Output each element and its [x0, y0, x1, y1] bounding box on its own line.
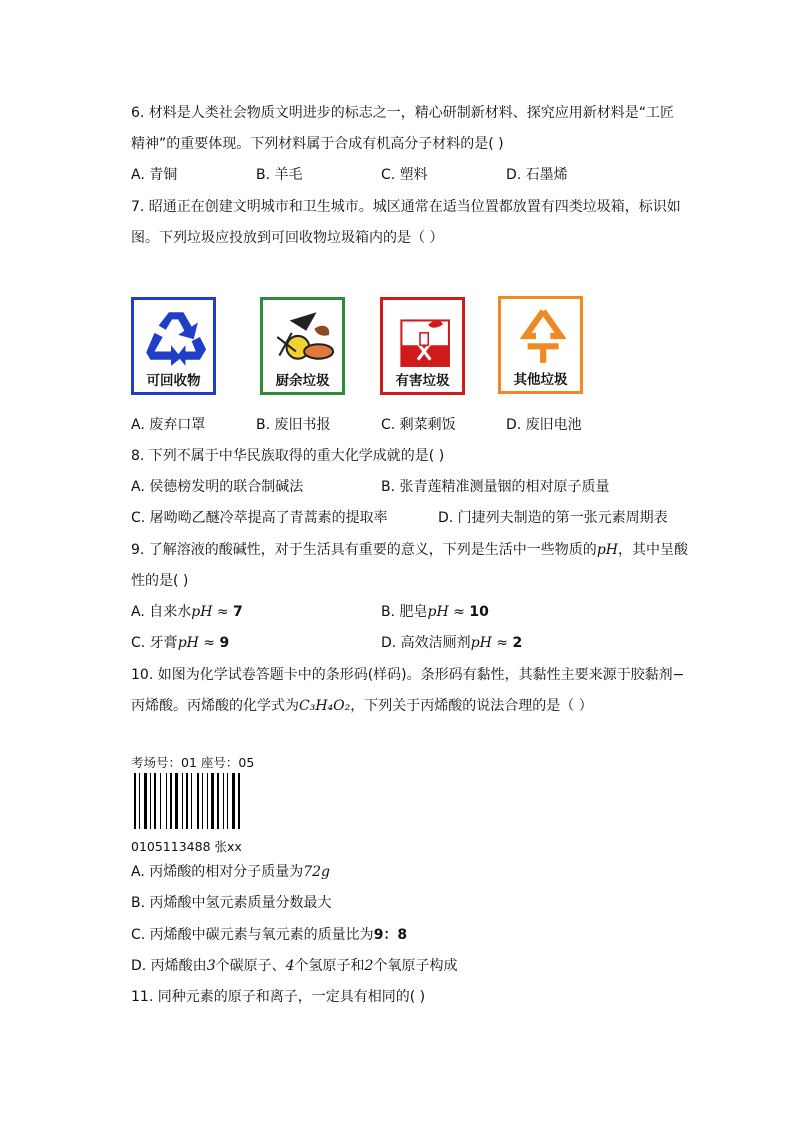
q9-stem-line1: [131, 541, 688, 559]
q10-option-c[interactable]: [131, 926, 407, 944]
barcode-bar: [175, 773, 178, 829]
q9-option-b[interactable]: [381, 603, 489, 621]
q8-option-d[interactable]: D. 门捷列夫制造的第一张元素周期表: [438, 510, 668, 526]
q7-option-b[interactable]: B. 废旧书报: [256, 417, 331, 433]
q9-stem-text: 9. 了解溶液的酸碱性，对于生活具有重要的意义，下列是生活中一些物质的: [131, 542, 597, 558]
q10-stem-line2: [131, 697, 593, 715]
q11-stem: 11. 同种元素的原子和离子，一定具有相同的( ): [131, 989, 426, 1005]
q10-d-mid1: 个碳原子、: [215, 958, 286, 974]
kitchen-bin-label: 厨余垃圾: [275, 373, 330, 389]
barcode-bar: [186, 773, 188, 829]
q10-a-value: 72g: [303, 864, 331, 880]
barcode-bar: [207, 773, 208, 829]
q10-stem-line1: 10. 如图为化学试卷答题卡中的条形码(样码)。条形码有黏性，其黏性主要来源于胶黏剂−: [131, 667, 685, 683]
q10-d-mid2: 个氢原子和: [294, 958, 365, 974]
q8-option-b[interactable]: B. 张青莲精准测量铟的相对原子质量: [381, 479, 610, 495]
recycle-icon: [140, 306, 212, 368]
q9-stem-ph: pH: [596, 542, 618, 558]
q10-option-b[interactable]: B. 丙烯酸中氢元素质量分数最大: [131, 895, 332, 911]
q7-stem-line2: 图。下列垃圾应投放到可回收物垃圾箱内的是（ ）: [131, 230, 444, 246]
q9-stem-text-end: ，其中呈酸: [617, 542, 688, 558]
q9-b-value: 10: [469, 604, 489, 620]
other-bin-sign: [498, 296, 583, 394]
q10-option-a[interactable]: [131, 863, 330, 881]
q10-formula: C₃H₄O₂: [299, 698, 351, 714]
q10-option-d[interactable]: [131, 957, 457, 975]
barcode-bar: [223, 773, 224, 829]
q9-d-text: D. 高效洁厕剂: [381, 635, 471, 651]
q9-d-ph: pH ≈: [470, 635, 513, 651]
barcode-image: [134, 773, 272, 829]
q10-stem-text-end: ，下列关于丙烯酸的说法合理的是（ ）: [350, 698, 593, 714]
barcode-bar: [211, 773, 214, 829]
hazard-icon: [389, 306, 461, 368]
barcode-bar: [166, 773, 167, 829]
barcode-bar: [197, 773, 199, 829]
barcode-bar: [139, 773, 140, 829]
barcode-bar: [160, 773, 161, 829]
q10-stem-text: 丙烯酸。丙烯酸的化学式为: [131, 698, 299, 714]
barcode-bar: [170, 773, 172, 829]
q9-c-text: C. 牙膏: [131, 635, 178, 651]
q10-d-end: 个氧原子构成: [373, 958, 458, 974]
q9-c-value: 9: [219, 635, 230, 651]
barcode-bar: [238, 773, 240, 829]
barcode-footer: 0105113488 张xx: [131, 839, 242, 854]
q8-option-c[interactable]: C. 屠呦呦乙醚冷萃提高了青蒿素的提取率: [131, 510, 388, 526]
q6-stem-line1: 6. 材料是人类社会物质文明进步的标志之一，精心研制新材料、探究应用新材料是“工匠: [131, 105, 675, 121]
barcode-header: 考场号：01 座号：05: [131, 755, 255, 770]
kitchen-bin-sign: [260, 297, 345, 395]
q7-option-c[interactable]: C. 剩菜剩饭: [381, 417, 456, 433]
barcode-bar: [182, 773, 183, 829]
recyclable-bin-sign: [131, 297, 216, 395]
hazardous-bin-label: 有害垃圾: [395, 373, 450, 389]
barcode-bar: [144, 773, 147, 829]
q10-c-ratio: 9：8: [373, 927, 408, 943]
barcode-bar: [202, 773, 203, 829]
q9-option-c[interactable]: [131, 634, 229, 652]
q6-option-b[interactable]: B. 羊毛: [256, 167, 303, 183]
q10-d-text: D. 丙烯酸由: [131, 958, 207, 974]
q9-option-d[interactable]: [381, 634, 522, 652]
q9-stem-line2: 性的是( ): [131, 573, 189, 589]
q9-c-ph: pH ≈: [177, 635, 220, 651]
q9-b-ph: pH ≈: [427, 604, 470, 620]
q7-stem-line1: 7. 昭通正在创建文明城市和卫生城市。城区通常在适当位置都放置有四类垃圾箱，标识如: [131, 199, 681, 215]
q6-option-d[interactable]: D. 石墨烯: [506, 167, 568, 183]
barcode-bar: [154, 773, 156, 829]
q10-d-n3: 2: [364, 958, 374, 974]
q6-option-c[interactable]: C. 塑料: [381, 167, 428, 183]
q9-b-text: B. 肥皂: [381, 604, 428, 620]
q7-option-a[interactable]: A. 废弃口罩: [131, 417, 206, 433]
q6-stem-line2: 精神”的重要体现。下列材料属于合成有机高分子材料的是( ): [131, 136, 504, 152]
hazardous-bin-sign: [380, 297, 465, 395]
other-bin-label: 其他垃圾: [513, 372, 568, 388]
q6-option-a[interactable]: A. 青铜: [131, 167, 178, 183]
q8-stem: 8. 下列不属于中华民族取得的重大化学成就的是( ): [131, 448, 445, 464]
recyclable-bin-label: 可回收物: [146, 373, 201, 389]
barcode-bar: [232, 773, 235, 829]
q9-d-value: 2: [512, 635, 523, 651]
q9-a-value: 7: [233, 604, 243, 620]
barcode-bar: [191, 773, 192, 829]
barcode-bar: [217, 773, 219, 829]
food-waste-icon: [269, 306, 341, 368]
q9-a-ph: pH ≈: [191, 604, 234, 620]
q8-option-a[interactable]: A. 侯德榜发明的联合制碱法: [131, 479, 304, 495]
barcode-bar: [227, 773, 228, 829]
q10-d-n1: 3: [206, 958, 216, 974]
q9-option-a[interactable]: [131, 603, 243, 621]
q9-a-text: A. 自来水: [131, 604, 192, 620]
barcode-bar: [150, 773, 151, 829]
other-waste-icon: [507, 305, 579, 367]
q10-c-text: C. 丙烯酸中碳元素与氧元素的质量比为: [131, 927, 374, 943]
q10-d-n2: 4: [285, 958, 295, 974]
barcode-bar: [134, 773, 136, 829]
q10-a-text: A. 丙烯酸的相对分子质量为: [131, 864, 304, 880]
q7-option-d[interactable]: D. 废旧电池: [506, 417, 582, 433]
